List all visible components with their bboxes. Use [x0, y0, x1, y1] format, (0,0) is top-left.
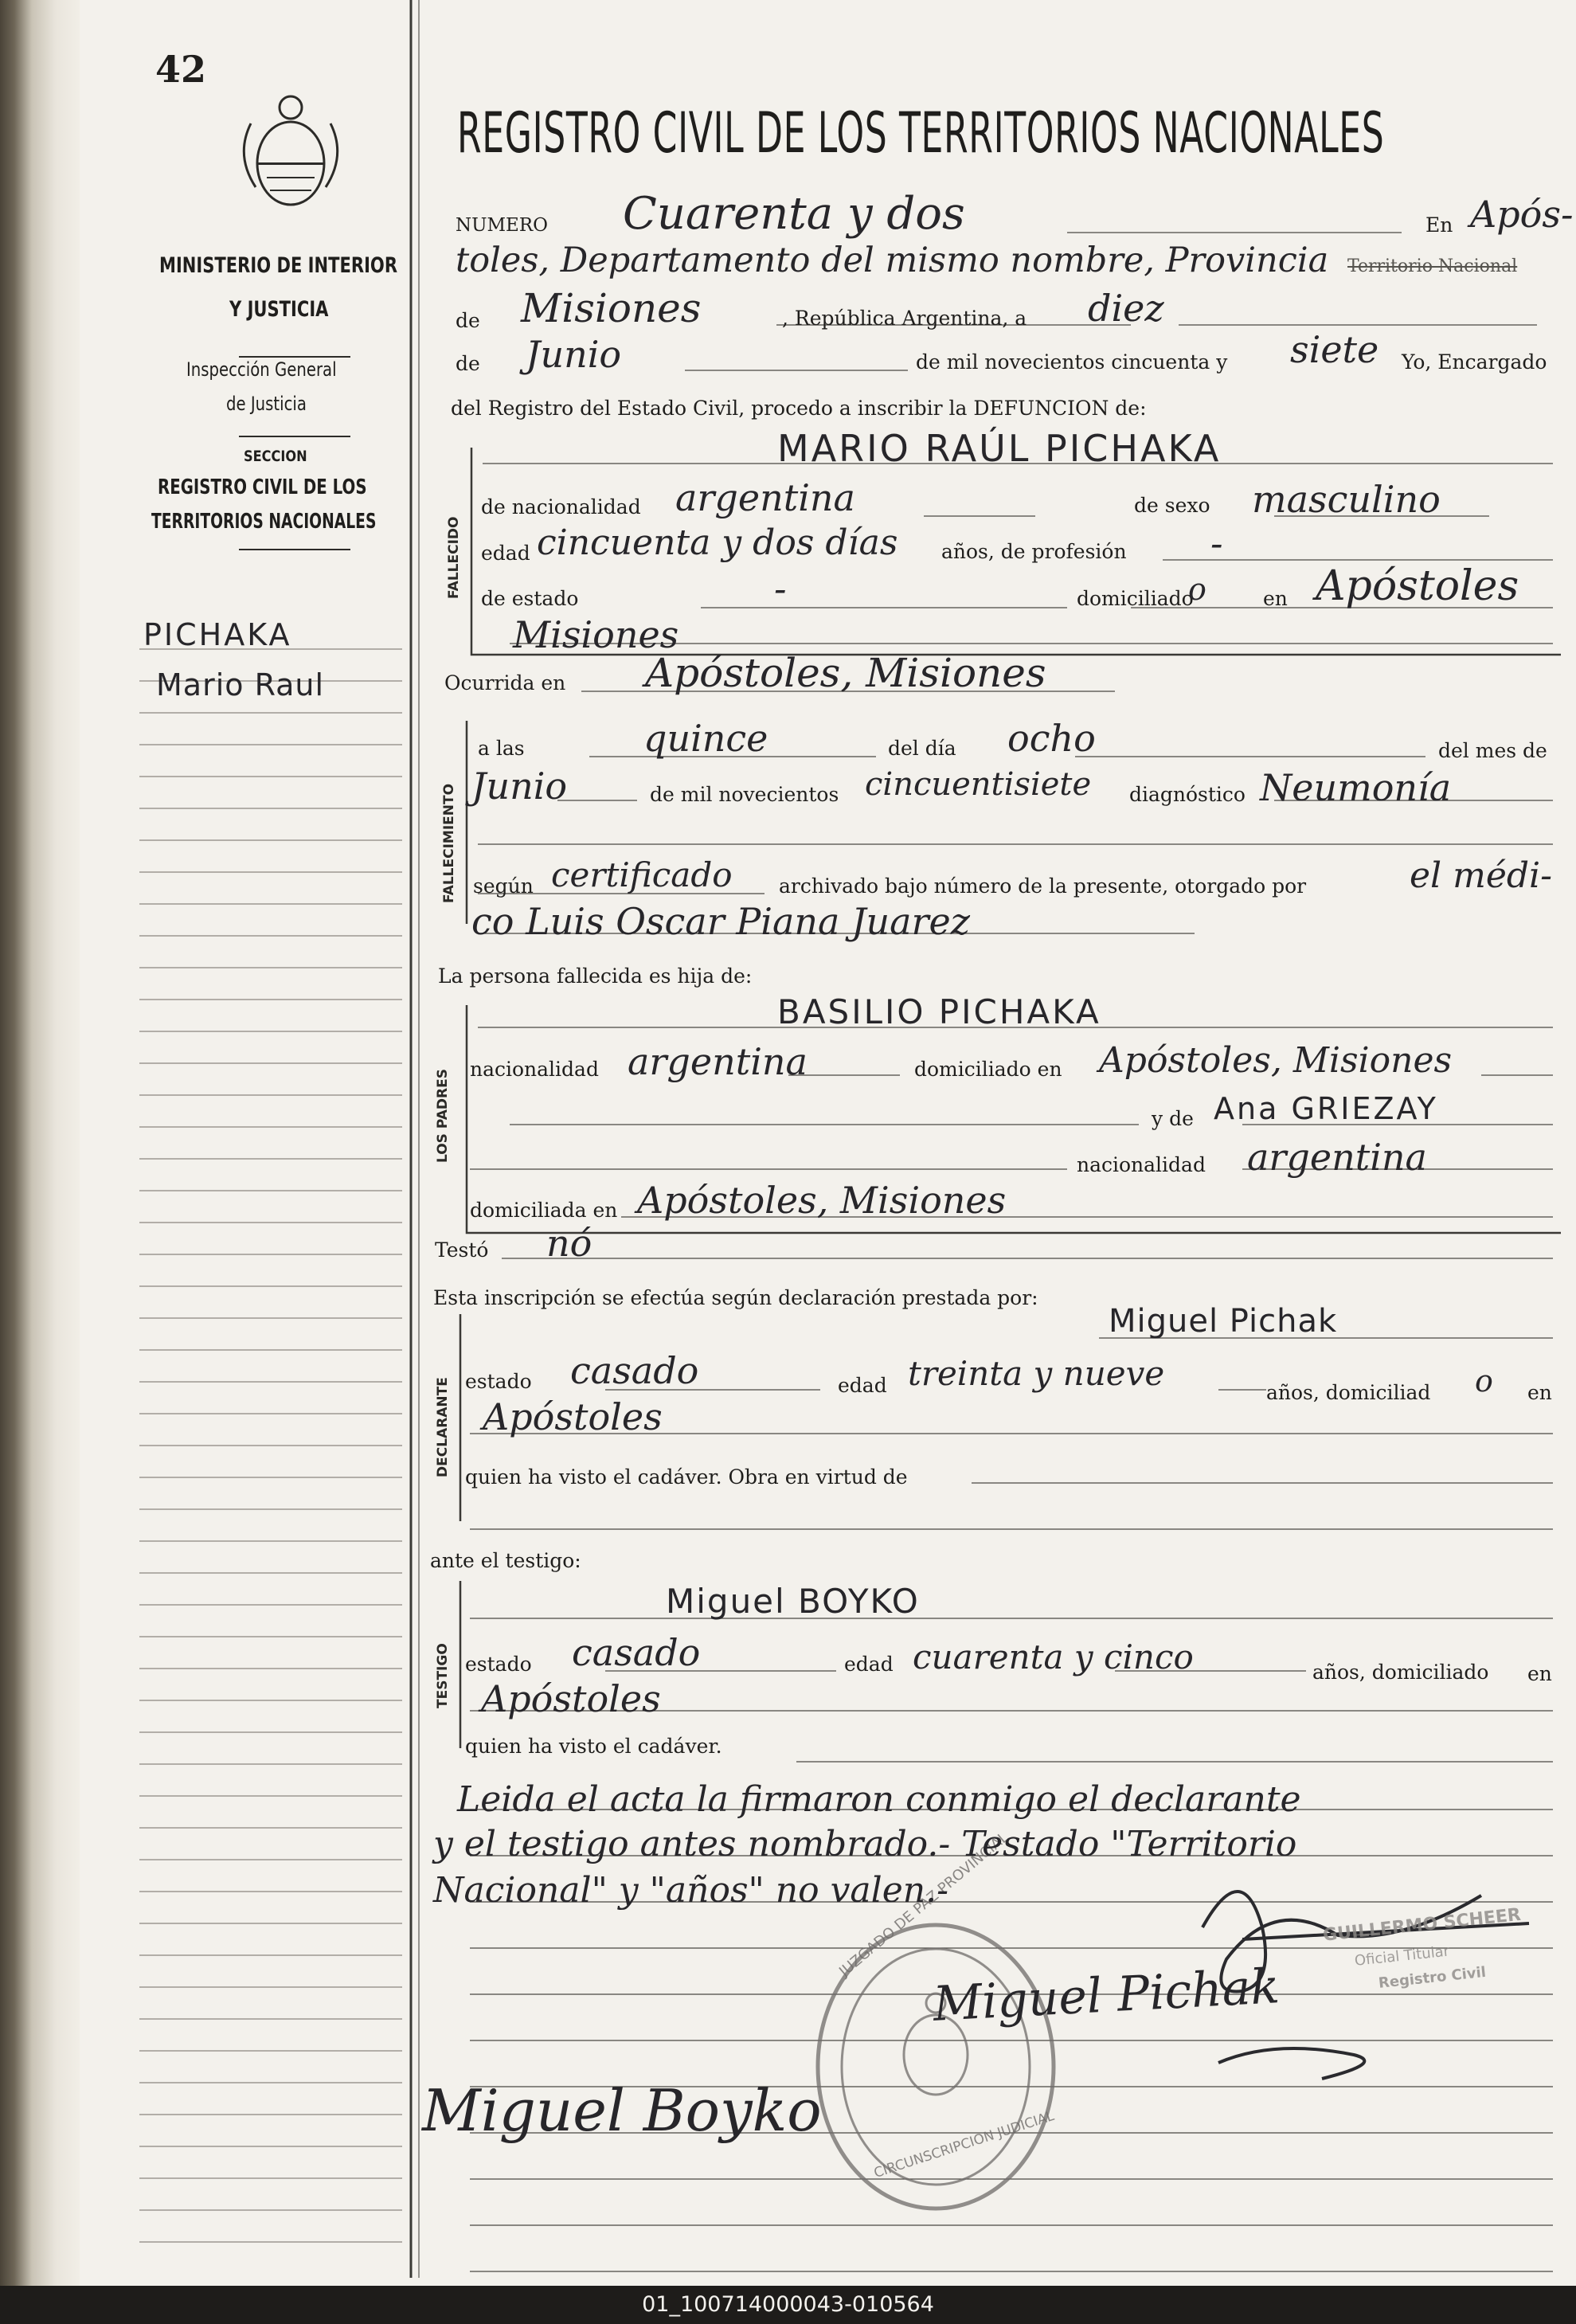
- hw-mes-fallec: Junio: [471, 765, 568, 808]
- hw-declarante-domiciliad: o: [1475, 1363, 1493, 1399]
- court-stamp-text: JUZGADO DE PAZ PROVINCIAL: [836, 1829, 1012, 1981]
- hw-mes: Junio: [526, 333, 622, 376]
- hw-segun: certificado: [551, 855, 733, 894]
- section-line-2: REGISTRO CIVIL DE LOS: [158, 475, 367, 499]
- label-del-dia: del día: [888, 737, 956, 760]
- hw-padre: BASILIO PICHAKA: [777, 992, 1101, 1031]
- label-edad-declarante: edad: [838, 1374, 887, 1397]
- label-hija: La persona fallecida es hija de:: [438, 964, 753, 988]
- label-quien: quien ha visto el cadáver.: [465, 1735, 722, 1758]
- label-de-mil: de mil novecientos cincuenta y: [916, 350, 1228, 374]
- hw-edad: cincuenta y dos días: [537, 522, 898, 563]
- hw-nota-3: Nacional" y "años" no valen.-: [433, 1870, 948, 1911]
- signature-declarante: Miguel Pichak: [932, 1958, 1281, 2033]
- hw-declarante-estado: casado: [570, 1349, 699, 1392]
- label-quien-obra: quien ha visto el cadáver. Obra en virtud de: [465, 1465, 908, 1489]
- hw-declarante: Miguel Pichak: [1109, 1303, 1338, 1340]
- inspection-line-2: de Justicia: [226, 393, 307, 415]
- label-fallecimiento: FALLECIMIENTO: [441, 783, 457, 903]
- hw-padre-nacionalidad: argentina: [628, 1040, 808, 1083]
- court-stamp-text-bottom: CIRCUNSCRIPCION JUDICIAL: [872, 2107, 1057, 2182]
- label-y-de: y de: [1152, 1107, 1194, 1130]
- hw-en-2: toles, Departamento del mismo nombre, Provincia: [456, 241, 1329, 280]
- official-stamp-line-2: Oficial Titular: [1354, 1943, 1451, 1970]
- label-en-2: en: [1263, 587, 1288, 610]
- hw-testigo-edad: cuarenta y cinco: [913, 1637, 1194, 1676]
- label-domiciliado-en: domiciliado en: [914, 1058, 1062, 1081]
- hw-madre-domicilio: Apóstoles, Misiones: [637, 1179, 1007, 1222]
- label-fallecido: FALLECIDO: [446, 516, 462, 599]
- hw-anio-fallec: cincuentisiete: [865, 766, 1092, 803]
- label-de-2: de: [456, 352, 480, 375]
- label-inscripcion: Esta inscripción se efectúa según declaración prestada por:: [433, 1286, 1038, 1309]
- label-nacionalidad-padre: nacionalidad: [470, 1058, 599, 1081]
- hw-testigo: Miguel BOYKO: [666, 1582, 920, 1621]
- hw-otorgado-1: el médi-: [1410, 855, 1552, 896]
- label-domiciliado: domiciliado: [1077, 587, 1194, 610]
- hw-declarante-domicilio: Apóstoles: [483, 1395, 663, 1438]
- hw-hora: quince: [643, 717, 768, 760]
- label-en-testigo: en: [1527, 1662, 1552, 1685]
- official-stamp-line-3: Registro Civil: [1378, 1963, 1487, 1992]
- ministry-line-1: MINISTERIO DE INTERIOR: [159, 253, 398, 278]
- index-surname: PICHAKA: [143, 617, 292, 652]
- hw-estado: -: [774, 567, 787, 610]
- label-en: En: [1425, 213, 1453, 237]
- label-numero: NUMERO: [456, 215, 549, 236]
- hw-declarante-edad: treinta y nueve: [908, 1354, 1165, 1393]
- section-label: SECCION: [244, 448, 307, 465]
- ministry-line-2: Y JUSTICIA: [229, 297, 329, 322]
- hw-nacionalidad: argentina: [675, 476, 855, 519]
- label-domiciliada-en: domiciliada en: [470, 1199, 618, 1222]
- label-anos-profesion: años, de profesión: [941, 540, 1127, 563]
- hw-ocurrida: Apóstoles, Misiones: [645, 650, 1046, 696]
- label-a-las: a las: [478, 737, 525, 760]
- hw-provincia: Misiones: [521, 285, 702, 331]
- label-registro: del Registro del Estado Civil, procedo a inscribir la DEFUNCION de:: [451, 397, 1147, 420]
- label-de-sexo: de sexo: [1134, 494, 1210, 517]
- hw-nombre: MARIO RAÚL PICHAKA: [777, 427, 1222, 470]
- label-estado-testigo: estado: [465, 1653, 532, 1676]
- hw-domicilio-2: Misiones: [513, 613, 679, 656]
- label-padres: LOS PADRES: [435, 1069, 451, 1163]
- inspection-line-1: Inspección General: [186, 358, 337, 381]
- hw-domiciliado: o: [1188, 572, 1206, 607]
- hw-testigo-domicilio: Apóstoles: [481, 1677, 661, 1720]
- crest-icon: [244, 96, 337, 205]
- footer-code: 01_100714000043-010564: [0, 2286, 1576, 2324]
- hw-padre-domicilio: Apóstoles, Misiones: [1099, 1040, 1453, 1081]
- label-edad-testigo: edad: [844, 1653, 894, 1676]
- label-testo: Testó: [435, 1238, 489, 1262]
- label-de-1: de: [456, 309, 480, 332]
- label-territorio: Territorio Nacional: [1347, 256, 1518, 276]
- signature-testigo: Miguel Boyko: [422, 2077, 822, 2144]
- hw-madre: Ana GRIEZAY: [1214, 1091, 1438, 1126]
- label-ante-testigo: ante el testigo:: [430, 1549, 581, 1572]
- hw-anio: siete: [1290, 328, 1379, 371]
- hw-numero: Cuarenta y dos: [623, 188, 965, 240]
- label-de-nacionalidad: de nacionalidad: [481, 495, 641, 518]
- label-declarante: DECLARANTE: [435, 1377, 451, 1477]
- section-line-3: TERRITORIOS NACIONALES: [151, 510, 377, 534]
- hw-testo: nó: [546, 1222, 592, 1265]
- label-anos-domiciliado: años, domiciliado: [1312, 1661, 1489, 1684]
- label-archivado: archivado bajo número de la presente, otorgado por: [779, 874, 1307, 898]
- label-de-mil-nov: de mil novecientos: [650, 783, 839, 806]
- hw-nota-2: y el testigo antes nombrado.- Testado "Territorio: [433, 1824, 1297, 1864]
- page-title: REGISTRO CIVIL DE LOS TERRITORIOS NACIONALES: [457, 100, 1385, 166]
- hw-sexo: masculino: [1252, 478, 1441, 521]
- label-edad: edad: [481, 542, 530, 565]
- label-yo: Yo, Encargado: [1402, 350, 1547, 374]
- label-republica: , República Argentina, a: [782, 307, 1027, 330]
- label-de-estado: de estado: [481, 587, 579, 610]
- hw-testigo-estado: casado: [572, 1631, 701, 1674]
- official-stamp-line-1: GUILLERMO SCHEER: [1322, 1904, 1523, 1946]
- hw-dia-fallec: ocho: [1007, 717, 1096, 760]
- page-number: 42: [155, 48, 207, 91]
- label-ocurrida-en: Ocurrida en: [444, 671, 566, 694]
- label-del-mes-de: del mes de: [1438, 739, 1547, 762]
- hw-profesion: -: [1210, 522, 1223, 565]
- label-estado-declarante: estado: [465, 1370, 532, 1393]
- hw-dia: diez: [1088, 287, 1164, 330]
- hw-en-1: Após-: [1470, 193, 1574, 236]
- hw-domicilio-en: Apóstoles: [1316, 562, 1519, 610]
- label-segun: según: [473, 874, 534, 898]
- label-testigo: TESTIGO: [435, 1643, 451, 1708]
- label-nacionalidad-madre: nacionalidad: [1077, 1153, 1206, 1176]
- hw-otorgado-2: co Luis Oscar Piana Juarez: [471, 900, 971, 943]
- label-anos-domiciliad: años, domiciliad: [1266, 1381, 1431, 1404]
- hw-madre-nacionalidad: argentina: [1247, 1136, 1427, 1179]
- hw-diagnostico: Neumonía: [1260, 766, 1452, 809]
- hw-nota-1: Leida el acta la firmaron conmigo el declarante: [457, 1779, 1301, 1820]
- label-diagnostico: diagnóstico: [1129, 783, 1246, 806]
- index-name: Mario Raul: [156, 667, 325, 702]
- label-en-declarante: en: [1527, 1381, 1552, 1404]
